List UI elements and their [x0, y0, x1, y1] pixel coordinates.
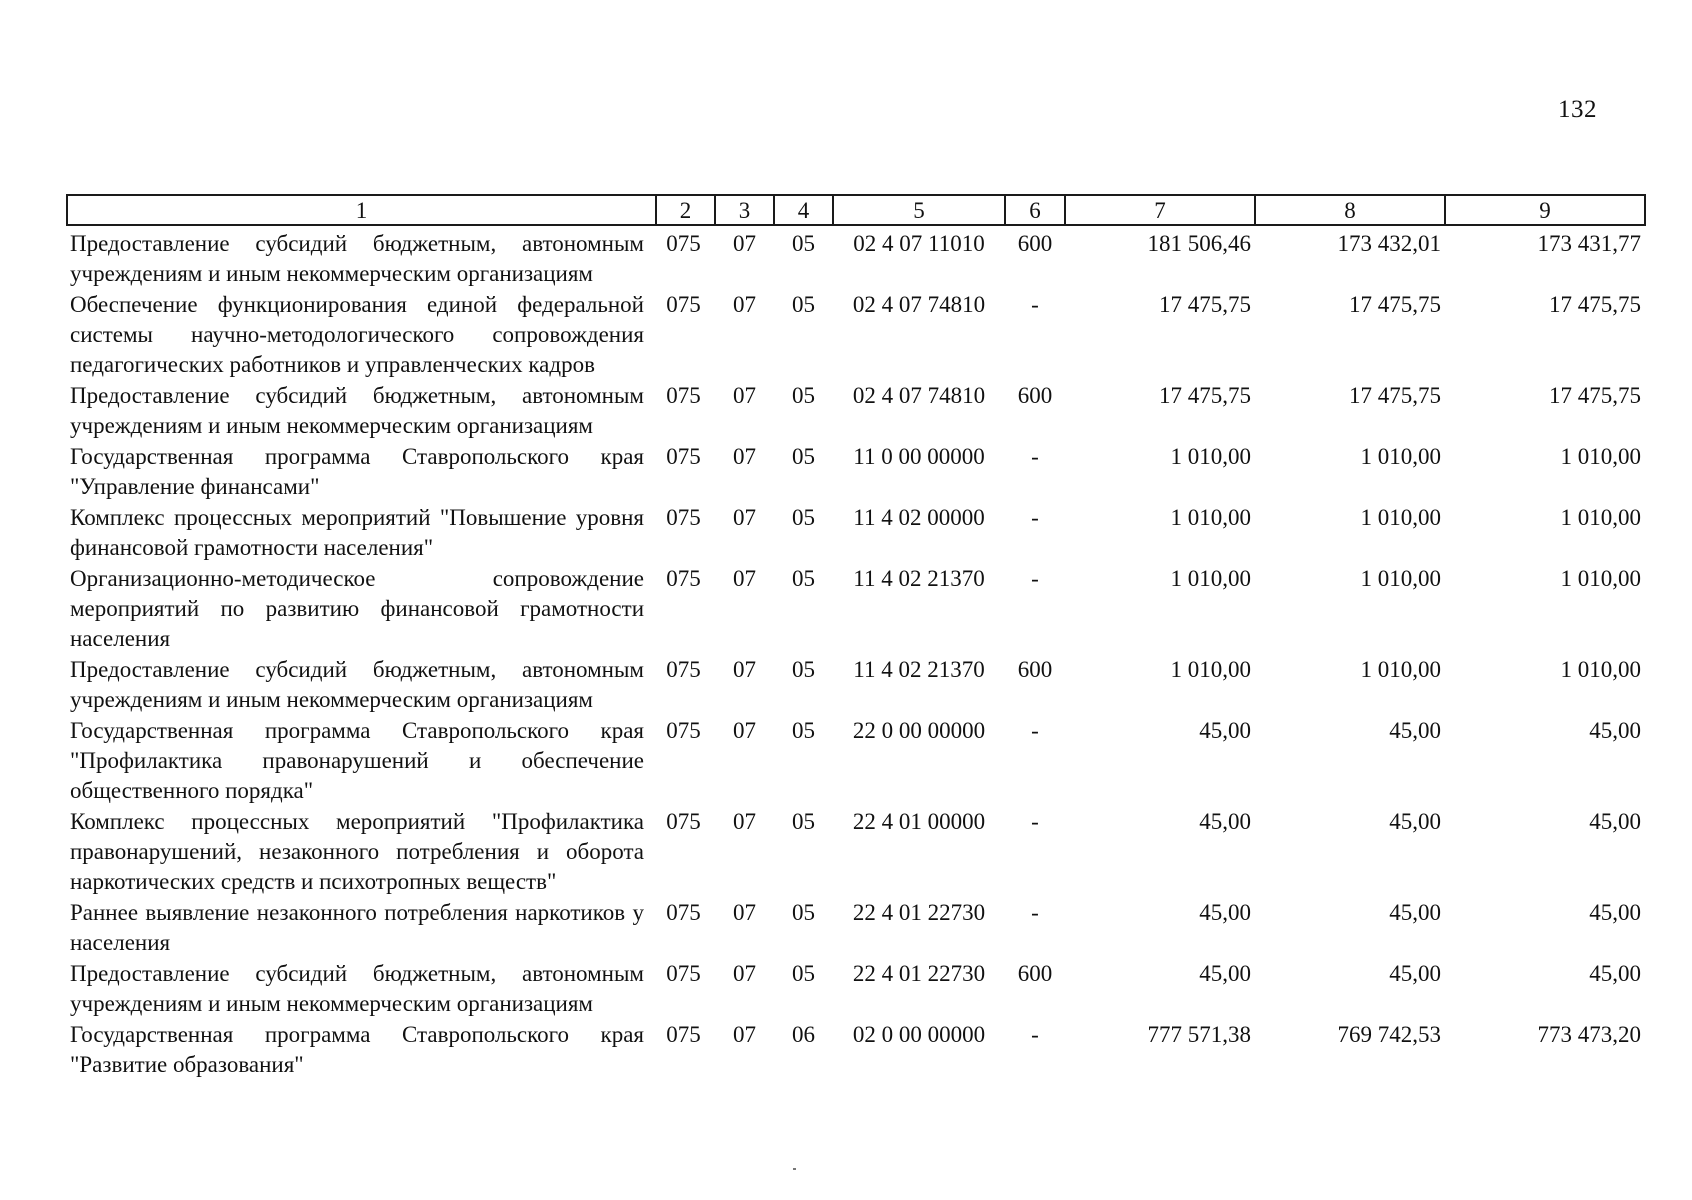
- table-body: [67, 225, 1645, 1081]
- target-article-code: 11 4 02 21370: [853, 566, 985, 591]
- expense-type-code: 600: [1017, 657, 1053, 682]
- section-code: 07: [733, 566, 756, 591]
- target-article-code: 22 4 01 22730: [852, 900, 986, 925]
- amount-col-9: 1 010,00: [1560, 444, 1641, 469]
- ministry-code: 075: [666, 809, 701, 834]
- section-code: 07: [733, 809, 756, 834]
- item-name: Обеспечение функционирования единой федеральной системы научно-методологического сопровождения педагогических работников и управленческих кадров: [70, 292, 644, 377]
- ministry-code: 075: [666, 566, 701, 591]
- header-row: [67, 195, 1645, 225]
- target-article-code: 02 4 07 11010: [853, 231, 985, 256]
- ministry-code: 075: [666, 383, 701, 408]
- target-article-code: 11 4 02 21370: [853, 657, 985, 682]
- target-article-code: 22 4 01 22730: [852, 961, 986, 986]
- item-name: Государственная программа Ставропольского края "Управление финансами": [70, 444, 644, 499]
- amount-col-9: 45,00: [1589, 900, 1641, 925]
- table-row: [67, 442, 1645, 503]
- table-row: [67, 959, 1645, 1020]
- table-row: [67, 564, 1645, 655]
- expense-type-code: 600: [1017, 961, 1053, 986]
- ministry-code: 075: [666, 900, 701, 925]
- table-row: [67, 225, 1645, 290]
- amount-col-9: 173 431,77: [1537, 231, 1641, 256]
- expense-type-code: -: [1031, 1022, 1039, 1047]
- target-article-code: 02 0 00 00000: [852, 1022, 986, 1047]
- table-row: [67, 290, 1645, 381]
- amount-col-9: 45,00: [1589, 718, 1641, 743]
- target-article-code: 22 0 00 00000: [852, 718, 986, 743]
- item-name: Государственная программа Ставропольского края "Профилактика правонарушений и обеспечение общественного порядка": [70, 718, 644, 803]
- section-code: 07: [733, 1022, 756, 1047]
- amount-col-9: 45,00: [1589, 809, 1641, 834]
- amount-col-8: 45,00: [1389, 961, 1441, 986]
- section-code: 07: [733, 444, 756, 469]
- ministry-code: 075: [666, 1022, 701, 1047]
- item-name: Государственная программа Ставропольского края "Развитие образования": [70, 1022, 644, 1077]
- section-code: 07: [733, 383, 756, 408]
- section-code: 07: [733, 292, 756, 317]
- subsection-code: 05: [792, 900, 815, 925]
- subsection-code: 05: [792, 292, 815, 317]
- amount-col-7: 1 010,00: [1170, 505, 1251, 530]
- section-code: 07: [733, 657, 756, 682]
- section-code: 07: [733, 505, 756, 530]
- item-name: Комплекс процессных мероприятий "Повышение уровня финансовой грамотности населения": [70, 505, 644, 560]
- amount-col-7: 45,00: [1199, 961, 1251, 986]
- table-row: [67, 898, 1645, 959]
- column-header-8: 8: [1255, 195, 1445, 225]
- expense-type-code: -: [1031, 566, 1039, 591]
- amount-col-9: 1 010,00: [1560, 657, 1641, 682]
- ministry-code: 075: [666, 657, 701, 682]
- amount-col-8: 1 010,00: [1360, 444, 1441, 469]
- target-article-code: 02 4 07 74810: [852, 292, 986, 317]
- amount-col-8: 769 742,53: [1337, 1022, 1441, 1047]
- amount-col-9: 45,00: [1589, 961, 1641, 986]
- scan-speck: [793, 1168, 796, 1170]
- amount-col-7: 1 010,00: [1170, 657, 1251, 682]
- column-header-6: 6: [1005, 195, 1065, 225]
- amount-col-9: 17 475,75: [1549, 292, 1641, 317]
- ministry-code: 075: [666, 505, 701, 530]
- subsection-code: 05: [792, 505, 815, 530]
- amount-col-9: 17 475,75: [1549, 383, 1641, 408]
- column-header-9: 9: [1445, 195, 1645, 225]
- subsection-code: 05: [792, 383, 815, 408]
- amount-col-8: 1 010,00: [1360, 657, 1441, 682]
- ministry-code: 075: [666, 961, 701, 986]
- amount-col-7: 45,00: [1199, 809, 1251, 834]
- item-name: Предоставление субсидий бюджетным, автономным учреждениям и иным некоммерческим организациям: [70, 383, 644, 438]
- amount-col-7: 45,00: [1199, 718, 1251, 743]
- subsection-code: 05: [792, 961, 815, 986]
- column-header-4: 4: [774, 195, 833, 225]
- item-name: Предоставление субсидий бюджетным, автономным учреждениям и иным некоммерческим организациям: [70, 231, 644, 286]
- budget-table: [66, 194, 1646, 1081]
- ministry-code: 075: [666, 231, 701, 256]
- amount-col-8: 45,00: [1389, 900, 1441, 925]
- amount-col-7: 777 571,38: [1147, 1022, 1251, 1047]
- target-article-code: 22 4 01 00000: [852, 809, 986, 834]
- amount-col-9: 773 473,20: [1537, 1022, 1641, 1047]
- amount-col-7: 1 010,00: [1170, 444, 1251, 469]
- amount-col-9: 1 010,00: [1560, 566, 1641, 591]
- amount-col-8: 1 010,00: [1360, 505, 1441, 530]
- expense-type-code: 600: [1017, 231, 1053, 256]
- table-row: [67, 381, 1645, 442]
- table-row: [67, 807, 1645, 898]
- subsection-code: 05: [792, 809, 815, 834]
- section-code: 07: [733, 900, 756, 925]
- ministry-code: 075: [666, 444, 701, 469]
- target-article-code: 11 4 02 00000: [853, 505, 985, 530]
- item-name: Раннее выявление незаконного потребления наркотиков у населения: [70, 900, 644, 955]
- column-header-3: 3: [715, 195, 774, 225]
- amount-col-7: 17 475,75: [1159, 383, 1251, 408]
- expense-type-code: -: [1031, 505, 1039, 530]
- column-header-2: 2: [656, 195, 715, 225]
- column-header-5: 5: [833, 195, 1005, 225]
- amount-col-8: 45,00: [1389, 809, 1441, 834]
- target-article-code: 02 4 07 74810: [852, 383, 986, 408]
- subsection-code: 05: [792, 231, 815, 256]
- subsection-code: 06: [792, 1022, 815, 1047]
- amount-col-8: 17 475,75: [1349, 383, 1441, 408]
- item-name: Предоставление субсидий бюджетным, автономным учреждениям и иным некоммерческим организациям: [70, 657, 644, 712]
- amount-col-8: 1 010,00: [1360, 566, 1441, 591]
- amount-col-7: 45,00: [1199, 900, 1251, 925]
- page-number: 132: [1558, 96, 1597, 123]
- subsection-code: 05: [792, 444, 815, 469]
- subsection-code: 05: [792, 718, 815, 743]
- table-header: [67, 195, 1645, 225]
- expense-type-code: -: [1031, 718, 1039, 743]
- expense-type-code: -: [1031, 444, 1039, 469]
- subsection-code: 05: [792, 566, 815, 591]
- ministry-code: 075: [666, 718, 701, 743]
- amount-col-7: 181 506,46: [1147, 231, 1251, 256]
- ministry-code: 075: [666, 292, 701, 317]
- table-row: [67, 716, 1645, 807]
- column-header-1: 1: [67, 195, 656, 225]
- item-name: Организационно-методическое сопровождение мероприятий по развитию финансовой грамотности населения: [70, 566, 644, 651]
- column-header-7: 7: [1065, 195, 1255, 225]
- section-code: 07: [733, 231, 756, 256]
- expense-type-code: 600: [1017, 383, 1053, 408]
- table-row: [67, 655, 1645, 716]
- amount-col-7: 17 475,75: [1159, 292, 1251, 317]
- expense-type-code: -: [1031, 809, 1039, 834]
- item-name: Предоставление субсидий бюджетным, автономным учреждениям и иным некоммерческим организациям: [70, 961, 644, 1016]
- section-code: 07: [733, 718, 756, 743]
- expense-type-code: -: [1031, 900, 1039, 925]
- target-article-code: 11 0 00 00000: [853, 444, 985, 469]
- amount-col-9: 1 010,00: [1560, 505, 1641, 530]
- section-code: 07: [733, 961, 756, 986]
- subsection-code: 05: [792, 657, 815, 682]
- table-row: [67, 1020, 1645, 1081]
- amount-col-7: 1 010,00: [1170, 566, 1251, 591]
- expense-type-code: -: [1031, 292, 1039, 317]
- item-name: Комплекс процессных мероприятий "Профилактика правонарушений, незаконного потребления и оборота наркотических средств и психотропных веществ": [70, 809, 644, 894]
- amount-col-8: 45,00: [1389, 718, 1441, 743]
- amount-col-8: 17 475,75: [1349, 292, 1441, 317]
- table-row: [67, 503, 1645, 564]
- amount-col-8: 173 432,01: [1337, 231, 1441, 256]
